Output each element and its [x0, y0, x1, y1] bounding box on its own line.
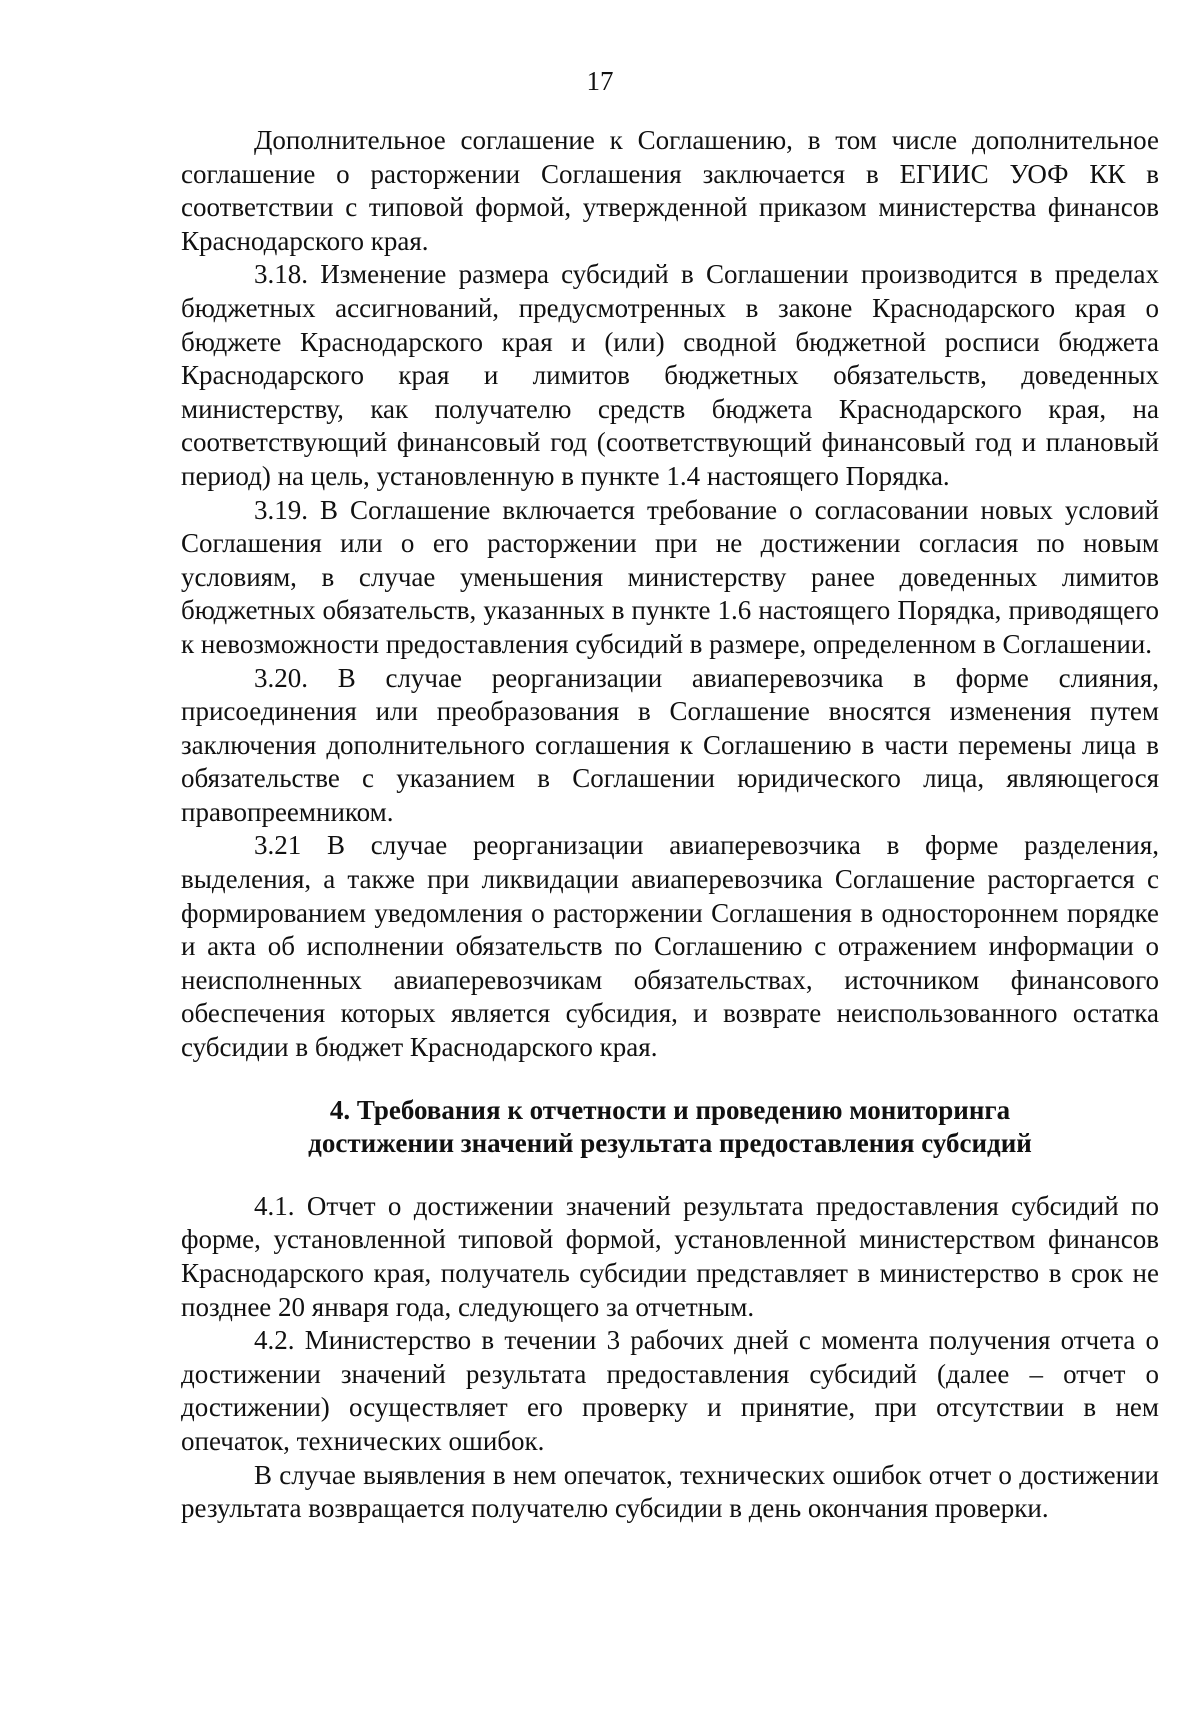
page-number: 17 [586, 66, 614, 96]
paragraph-additional-agreement: Дополнительное соглашение к Соглашению, в том числе дополнительное соглашение о расторжении Соглашения заключается в ЕГИИС УОФ КК в соответствии с типовой формой, утвержденной приказом министерства финансов Краснодарского края. [181, 125, 1159, 256]
document-body [181, 124, 1159, 1526]
paragraph-3-18: 3.18. Изменение размера субсидий в Соглашении производится в пределах бюджетных ассигнований, предусмотренных в законе Краснодарского края о бюджете Краснодарского края и (или) сводной бюджетной росписи бюджета Краснодарского края и лимитов бюджетных обязательств, доведенных министерству, как получателю средств бюджета Краснодарского края, на соответствующий финансовый год (соответствующий финансовый год и плановый период) на цель, установленную в пункте 1.4 настоящего Порядка. [181, 259, 1159, 491]
paragraph-3-21: 3.21 В случае реорганизации авиаперевозчика в форме разделения, выделения, а также при ликвидации авиаперевозчика Соглашение расторгается с формированием уведомления о расторжении Соглашения в одностороннем порядке и акта об исполнении обязательств по Соглашению с отражением информации о неисполненных авиаперевозчикам обязательствах, источником финансового обеспечения которых является субсидия, и возврате неиспользованного остатка субсидии в бюджет Краснодарского края. [181, 830, 1159, 1063]
section-heading-line-2: достижении значений результата предоставления субсидий [308, 1128, 1032, 1159]
section-4-heading [181, 1094, 1159, 1161]
paragraph-4-2: 4.2. Министерство в течении 3 рабочих дней с момента получения отчета о достижении значений результата предоставления субсидий (далее – отчет о достижении) осуществляет его проверку и принятие, при отсутствии в нем опечаток, технических ошибок. [181, 1325, 1159, 1456]
paragraph-3-20: 3.20. В случае реорганизации авиаперевозчика в форме слияния, присоединения или преобразования в Соглашение вносятся изменения путем заключения дополнительного соглашения к Соглашению в части перемены лица в обязательстве с указанием в Соглашении юридического лица, являющегося правопреемником. [181, 662, 1159, 827]
paragraph-3-19: 3.19. В Соглашение включается требование о согласовании новых условий Соглашения или о его расторжении при не достижении согласия по новым условиям, в случае уменьшения министерству ранее доведенных лимитов бюджетных обязательств, указанных в пункте 1.6 настоящего Порядка, приводящего к невозможности предоставления субсидий в размере, определенном в Соглашении. [181, 494, 1159, 659]
paragraph-4-1: 4.1. Отчет о достижении значений результата предоставления субсидий по форме, установленной типовой формой, установленной министерством финансов Краснодарского края, получатель субсидии представляет в министерство в срок не позднее 20 января года, следующего за отчетным. [181, 1190, 1159, 1322]
section-heading-line-1: 4. Требования к отчетности и проведению мониторинга [329, 1094, 1011, 1125]
paragraph-errors-return: В случае выявления в нем опечаток, технических ошибок отчет о достижении результата возвращается получателю субсидии в день окончания проверки. [181, 1459, 1159, 1524]
